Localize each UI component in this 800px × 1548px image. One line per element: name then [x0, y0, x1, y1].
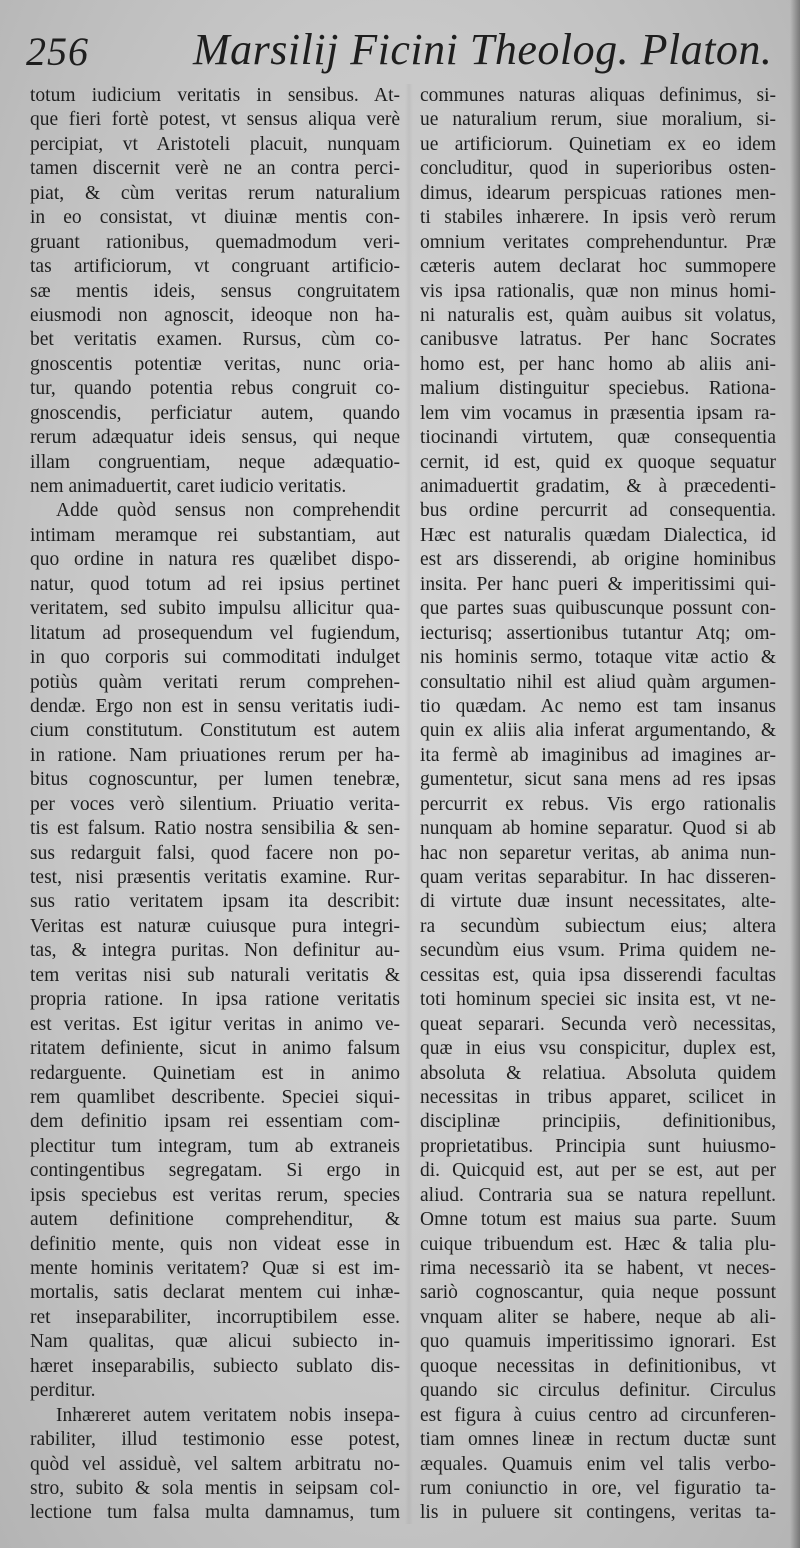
text-line: definitio mente, quis non videat esse in [30, 1233, 400, 1255]
text-line: potiùs quàm veritati rerum comprehen- [30, 671, 400, 693]
text-line: vnquam aliter se habere, neque ab ali- [420, 1306, 776, 1328]
text-line: toti hominum speciei sic insita est, vt ne- [420, 989, 776, 1011]
text-line: quam veritas separabitur. In hac disseren- [420, 867, 776, 888]
text-line: Hæc est naturalis quædam Dialectica, id [420, 524, 776, 546]
text-line: tas, & integra puritas. Non definitur au- [30, 940, 400, 962]
text-line: tem veritas nisi sub naturali veritatis & [30, 964, 400, 986]
text-line: que partes suas quibuscunque possunt con- [420, 598, 776, 620]
text-line: Omne totum est maius sua parte. Suum [420, 1209, 776, 1231]
text-line: cernit, id est, quid ex quoque sequatur [420, 451, 776, 473]
text-line: tiocinandi virtutem, quæ consequentia [420, 427, 776, 449]
text-line: disciplinæ principiis, definitionibus, [420, 1111, 776, 1133]
text-line: bet veritatis examen. Rursus, cùm co- [30, 329, 400, 351]
text-line: æquales. Quamuis enim vel talis verbo- [420, 1453, 776, 1475]
text-line: tis est falsum. Ratio nostra sensibilia & sen- [30, 818, 400, 840]
text-line: quòd vel assiduè, vel saltem arbitratu no- [30, 1453, 400, 1475]
text-line: redarguente. Quinetiam est in animo [30, 1062, 400, 1084]
text-line: cæteris autem declarat hoc summopere [420, 256, 776, 278]
text-line: est veritas. Est igitur veritas in animo ve- [30, 1013, 400, 1035]
text-line: ni naturalis est, quàm auibus sit volatus, [420, 304, 776, 326]
page-header [18, 18, 773, 78]
text-line: vis ipsa rationalis, quæ non minus homi- [420, 280, 776, 302]
text-line: gumentetur, sicut sana mens ad res ipsas [420, 769, 776, 791]
text-line: propria ratione. In ipsa ratione veritatis [30, 989, 400, 1011]
text-line: hæret inseparabilis, subiecto sublato dis- [30, 1355, 400, 1377]
text-line: eiusmodi non agnoscit, ideoque non ha- [30, 304, 400, 326]
text-line: dendæ. Ergo non est in sensu veritatis iudi- [30, 695, 400, 717]
text-line: gnoscendis, perficiatur autem, quando [30, 402, 400, 424]
text-line: proprietatibus. Principia sunt huiusmo- [420, 1135, 776, 1157]
text-line: Adde quòd sensus non comprehendit [56, 500, 400, 522]
text-line: rem quamlibet describente. Speciei siqui- [30, 1086, 400, 1108]
text-line: tio quædam. Ac nemo est tam insanus [420, 695, 776, 717]
text-line: sus ratio veritatem ipsam ita describit: [30, 891, 400, 913]
text-line: sariò cognoscantur, quia neque possunt [420, 1282, 776, 1304]
text-line: per voces verò silentium. Priuatio verita- [30, 793, 400, 815]
text-line: illam congruentiam, neque adæquatio- [30, 451, 400, 473]
text-line: est figura à cuius centro ad circunferen- [420, 1404, 776, 1426]
text-line: mente hominis veritatem? Quæ si est im- [30, 1258, 400, 1279]
text-line: dimus, idearum perspicuas rationes men- [420, 182, 776, 204]
page-edge-shadow [790, 0, 800, 1548]
text-line: hac non separetur veritas, ab anima nun- [420, 842, 776, 864]
text-line: communes naturas aliquas definimus, si- [420, 85, 776, 106]
text-line: in ratione. Nam priuationes rerum per ha- [30, 744, 400, 766]
text-line: intimam meramque rei substantiam, aut [30, 524, 400, 546]
text-line: malium distinguitur speciebus. Rationa- [420, 378, 776, 400]
text-line: Nam qualitas, quæ alicui subiecto in- [30, 1331, 400, 1353]
text-line: quin ex aliis alia inferat argumentando, & [420, 720, 776, 742]
text-line: di. Quicquid est, aut per se est, aut per [420, 1160, 776, 1182]
text-line: Veritas est naturæ cuiusque pura integri- [30, 915, 400, 937]
text-line: gnoscentis potentiæ veritas, nunc oria- [30, 353, 400, 375]
text-line: in quo corporis sui commoditati indulget [30, 647, 400, 669]
text-line: sæ mentis ideis, sensus congruitatem [30, 280, 400, 302]
text-line: di virtute duæ insunt necessitates, alte- [420, 891, 776, 913]
text-line: gruant rationibus, quemadmodum veri- [30, 231, 400, 253]
text-line: nem animaduertit, caret iudicio veritatis. [30, 476, 347, 497]
text-line: lis in puluere sit contingens, veritas ta- [420, 1502, 776, 1524]
text-line: rerum adæquatur ideis sensus, qui neque [30, 427, 400, 449]
text-line: bus ordine percurrit ad consequentia. [420, 500, 776, 522]
text-line: ue artificiorum. Quinetiam ex eo idem [420, 133, 776, 155]
text-line: test, nisi præsentis veritatis examine. Rur- [30, 867, 400, 888]
text-line: nunquam ab homine separatur. Quod si ab [420, 818, 776, 840]
text-line: litatum ad prosequendum vel fugiendum, [30, 622, 400, 644]
text-line: quo quamuis imperitissimo ignorari. Est [420, 1331, 776, 1353]
text-line: animaduertit gradatim, & à præcedenti- [420, 476, 776, 497]
text-line: ipsis speciebus est veritas rerum, species [30, 1184, 400, 1206]
text-line: omnium veritates comprehenduntur. Præ [420, 231, 776, 253]
text-line: cuique tribuendum est. Hæc & talia plu- [420, 1233, 776, 1255]
text-line: dem definitio ipsam rei essentiam com- [30, 1111, 400, 1133]
text-line: lem vim vocamus in præsentia ipsam ra- [420, 402, 776, 424]
text-line: Inhæreret autem veritatem nobis insepa- [56, 1404, 400, 1426]
text-line: tiam omnes lineæ in rectum ductæ sunt [420, 1429, 776, 1451]
text-line: natur, quod totum ad rei ipsius pertinet [30, 573, 400, 595]
column-gutter [405, 84, 413, 1524]
text-line: quoque necessitas in definitionibus, vt [420, 1355, 776, 1377]
text-line: est ars disserendi, ab origine hominibus [420, 549, 776, 571]
text-line: contingentibus segregatam. Si ergo in [30, 1160, 400, 1182]
text-line: nis hominis sermo, totaque vitæ actio & [420, 647, 776, 669]
right-text-column [420, 84, 776, 1526]
text-line: ue naturalium rerum, siue moralium, si- [420, 109, 776, 131]
text-line: ra secundùm subiectum eius; altera [420, 915, 776, 937]
text-line: plectitur tum integram, tum ab extraneis [30, 1135, 400, 1157]
text-line: ita fermè ab imaginibus ad imagines ar- [420, 744, 776, 766]
text-line: mortalis, satis declarat mentem cui inhæ- [30, 1282, 400, 1304]
text-line: rum coniunctio in ore, vel figuratio ta- [420, 1477, 776, 1499]
text-line: piat, & cùm veritas rerum naturalium [30, 182, 400, 204]
text-line: canibusve latratus. Per hanc Socrates [420, 329, 776, 351]
text-line: concluditur, quod in superioribus osten- [420, 158, 776, 180]
text-line: tamen discernit verè ne an contra perci- [30, 158, 400, 180]
text-line: totum iudicium veritatis in sensibus. At- [30, 85, 400, 106]
text-line: veritatem, sed subito impulsu allicitur qua- [30, 598, 400, 620]
text-line: autem definitione comprehenditur, & [30, 1209, 400, 1231]
text-line: aliud. Contraria sua se natura repellunt. [420, 1184, 776, 1206]
running-title: Marsilij Ficini Theolog. Platon. [193, 25, 773, 74]
text-line: ti stabiles inhærere. In ipsis verò rerum [420, 207, 776, 229]
text-line: quo ordine in natura res quælibet dispo- [30, 549, 400, 571]
text-line: quæ in eius vsu conspicitur, duplex est, [420, 1038, 776, 1060]
text-line: absoluta & relatiua. Absoluta quidem [420, 1062, 776, 1084]
text-line: rabiliter, illud testimonio esse potest, [30, 1429, 400, 1451]
text-line: tur, quando potentia rebus congruit co- [30, 378, 400, 400]
text-line: stro, subito & sola mentis in seipsam col- [30, 1477, 400, 1499]
text-line: necessitas in tribus apparet, scilicet in [420, 1086, 776, 1108]
left-text-column [30, 84, 400, 1526]
text-line: perditur. [30, 1380, 96, 1402]
text-line: secundùm eius vsum. Prima quidem ne- [420, 940, 776, 962]
text-line: iecturisq; assertionibus tutantur Atq; om- [420, 622, 776, 644]
text-line: ritatem definiente, sicut in animo falsum [30, 1038, 400, 1060]
text-line: bitus cognoscuntur, per lumen tenebræ, [30, 769, 400, 791]
text-line: percurrit ex rebus. Vis ergo rationalis [420, 793, 776, 815]
text-line: cessitas est, quia ipsa disserendi facultas [420, 964, 776, 986]
text-line: queat separari. Secunda verò necessitas, [420, 1013, 776, 1035]
text-line: quando sic circulus definitur. Circulus [420, 1380, 776, 1402]
text-line: lectione tum falsa multa damnamus, tum [30, 1502, 400, 1524]
text-line: rima necessariò ita se habent, vt neces- [420, 1258, 776, 1279]
text-line: que fieri fortè potest, vt sensus aliqua verè [30, 109, 400, 131]
text-line: ret inseparabiliter, incorruptibilem esse. [30, 1306, 400, 1328]
text-line: in eo consistat, vt diuinæ mentis con- [30, 207, 400, 229]
text-line: consultatio nihil est aliud quàm argumen- [420, 671, 776, 693]
text-line: sus redarguit falsi, quod facere non po- [30, 842, 400, 864]
text-line: tas artificiorum, vt congruant artificio- [30, 256, 400, 278]
text-line: homo est, per hanc homo ab aliis ani- [420, 353, 776, 375]
text-line: insita. Per hanc pueri & imperitissimi qui- [420, 573, 776, 595]
page-number: 256 [26, 29, 89, 74]
text-line: cium constitutum. Constitutum est autem [30, 720, 400, 742]
text-line: percipiat, vt Aristoteli placuit, nunquam [30, 133, 400, 155]
